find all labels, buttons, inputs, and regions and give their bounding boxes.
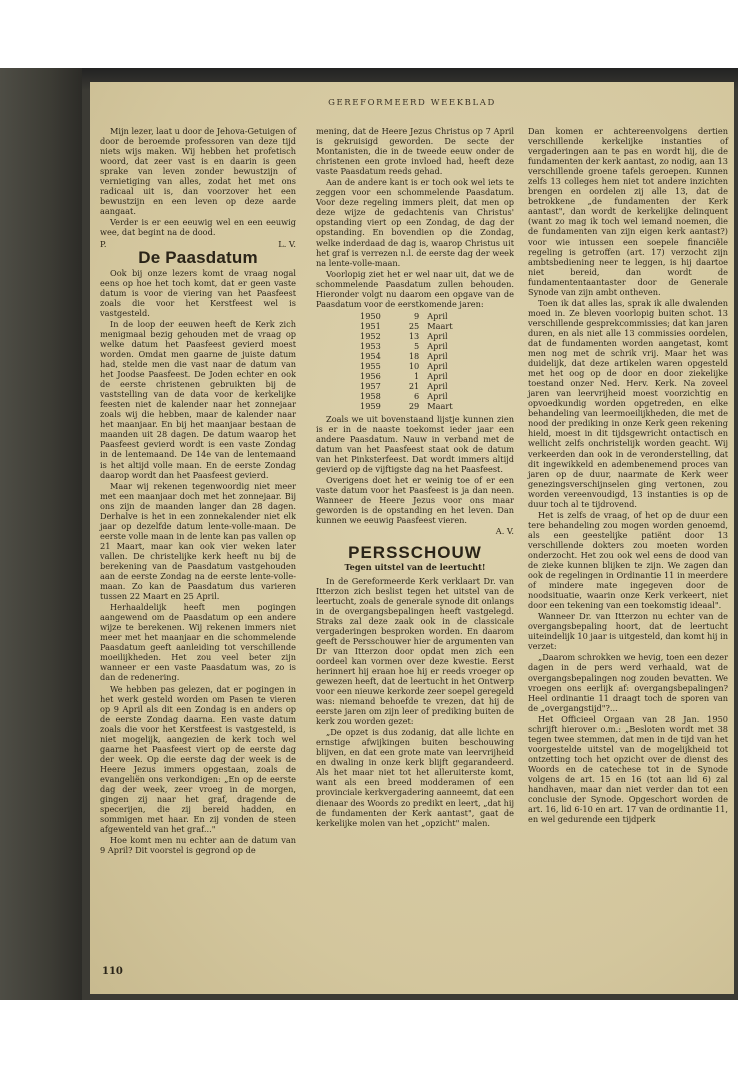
month-cell: April: [427, 390, 448, 401]
column-2: [316, 126, 514, 829]
paragraph: Ook bij onze lezers komt de vraag nogal eens op hoe het toch komt, dat er geen vaste datum is voor de viering van het Paasfeest zoals die voor het Kerstfeest wel is vastgesteld.: [100, 267, 296, 318]
month-cell: April: [427, 340, 448, 351]
paragraph: Wanneer Dr. van Itterzon nu echter van de overgangsbepaling hoort, dat de leertucht uiteindelijk 10 jaar is uitgesteld, dan komt hij in verzet:: [528, 611, 728, 652]
paragraph: Aan de andere kant is er toch ook wel iets te zeggen voor een schommelende Paasdatum. Voor deze regeling immers pleit, dat men op deze wijze de gedachtenis van Christus' opstanding viert op een Zondag, de dag der opstanding. En bovendien op die Zondag, welke inderdaad de dag is, waarop Christus uit het graf is verrezen n.l. de eerste dag der week na lente-volle-maan.: [316, 177, 514, 268]
paragraph: „Daarom schrokken we hevig, toen een dezer dagen in de pers werd verhaald, wat de overgangsbepalingen nog zouden bevatten. We vroegen ons eerlijk af: overgangsbepalingen? Heel ordinantie 11 draagt toch de sporen van de „overgangstijd"?...: [528, 652, 728, 713]
day-cell: 18: [408, 350, 420, 361]
signature-left: P.: [100, 238, 107, 249]
table-row: [360, 341, 461, 351]
day-cell: 10: [408, 360, 420, 371]
paragraph: Hoe komt men nu echter aan de datum van 9 April? Dit voorstel is gegrond op de: [100, 835, 296, 856]
year-cell: 1955: [360, 360, 381, 371]
day-cell: 13: [408, 330, 420, 341]
month-cell: April: [427, 330, 448, 341]
paragraph: mening, dat de Heere Jezus Christus op 7 April is gekruisigd geworden. De secte der Montanisten, die in de tweede eeuw onder de christenen een grote invloed had, heeft deze vaste Paasdatum reeds gehad.: [316, 126, 514, 177]
day-cell: 25: [408, 320, 420, 331]
day-cell: 1: [414, 370, 420, 381]
day-cell: 6: [414, 390, 420, 401]
article-title: De Paasdatum: [138, 247, 258, 267]
table-row: [360, 311, 461, 321]
paragraph: In de loop der eeuwen heeft de Kerk zich menigmaal bezig gehouden met de vraag op welke datum het Paasfeest gevierd moest worden. Omdat men gaarne de juiste datum had, stelde men die vast naar de datum van het Joodse Paasfeest. De Joden echter en ook de eerste christenen gebruikten bij de vaststelling van de data voor de kerkelijke feesten niet de kalender naar het zonnejaar zoals wij die hebben, maar de kalender naar het maanjaar. En bij het maanjaar bestaan de maanden uit 28 dagen. De datum waarop het Paasfeest gevierd wordt is een vaste Zondag in de lentemaand. De 14e van de lentemaand is het altijd volle maan. En de eerste Zondag daarop wordt dan het Paasfeest gevierd.: [100, 318, 296, 480]
month-cell: April: [427, 370, 448, 381]
table-row: [360, 401, 461, 411]
month-cell: April: [427, 350, 448, 361]
month-cell: April: [427, 380, 448, 391]
paragraph: We hebben pas gelezen, dat er pogingen in het werk gesteld worden om Pasen te vieren op 9 April als dit een Zondag is en anders op de eerste Zondag daarna. Een vaste datum zoals die voor het Kerstfeest is vastgesteld, is niet mogelijk, aangezien de kerk toch wel gaarne het Paasfeest viert op de eerste dag der week. Op die eerste dag der week is de Heere Jezus immers opgestaan, zoals de evangeliën ons verkondigen: „En op de eerste dag der week, zeer vroeg in de morgen, gingen zij naar het graf, dragende de specerijen, die zij bereid hadden, en sommigen met haar. En zij vonden de steen afgewenteld van het graf...": [100, 683, 296, 835]
paragraph: Zoals we uit bovenstaand lijstje kunnen zien is er in de naaste toekomst ieder jaar een andere Paasdatum. Nauw in verband met de datum van het Paasfeest staat ook de datum van het Pinksterfeest. Dat wordt immers altijd gevierd op de vijftigste dag na het Paasfeest.: [316, 413, 514, 475]
year-cell: 1957: [360, 380, 381, 391]
year-cell: 1954: [360, 350, 381, 361]
section-subtitle: Tegen uitstel van de leertucht!: [344, 562, 486, 573]
paragraph: Overigens doet het er weinig toe of er een vaste datum voor het Paasfeest is ja dan neen. Wanneer de Heere Jezus voor ons maar geworden is de opstanding en het leven. Dan kunnen we eeuwig Paasfeest vieren.: [316, 475, 514, 526]
year-cell: 1952: [360, 330, 381, 341]
paragraph: Voorlopig ziet het er wel naar uit, dat we de schommelende Paasdatum zullen behouden. Hieronder volgt nu daarom een opgave van de Paasdatum voor de eerstkomende jaren:: [316, 268, 514, 309]
table-row: [360, 361, 461, 371]
column-3: [528, 126, 728, 825]
month-cell: April: [427, 360, 448, 371]
running-head: GEREFORMEERD WEEKBLAD: [328, 98, 496, 108]
paragraph: Maar wij rekenen tegenwoordig niet meer met een maanjaar doch met het zonnejaar. Bij ons zijn de maanden langer dan 28 dagen. Derhalve is het in een zonnekalender niet elk jaar op dezelfde datum lente-volle-maan. De eerste volle maan in de lente kan pas vallen op 21 Maart, maar kan ook vier weken later vallen. De christelijke kerk heeft nu bij de berekening van de Paasdatum vastgehouden aan de eerste Zondag na de eerste lente-volle-maan. Zo kan de Paasdatum dus varieren tussen 22 Maart en 25 April.: [100, 480, 296, 602]
month-cell: April: [427, 310, 448, 321]
table-row: [360, 381, 461, 391]
paragraph: Toen ik dat alles las, sprak ik alle dwalenden moed in. Ze bleven voorlopig buiten schot. 13 verschillende gesprekcommissies; dat kan jaren duren, en als niet alle 13 commissies oordelen, dat de fundamenten worden aangetast, komt men nog met de schrik vrij. Maar het was duidelijk, dat deze artikelen waren opgesteld met het oog op de door en door ziekelijke toestand onzer Ned. Herv. Kerk. Na zoveel jaren van leervrijheid moest voorzichtig en opvoedkundig worden opgetreden, en elke behandeling van leermoeilijkheden, die met de nood der prediking in onze Kerk geen rekening hield, moest in dit tijdsgewricht ontactisch en wellicht zelfs onchristelijk worden geacht. Wij verkeerden dan ook in de veronderstelling, dat dit ingewikkeld en adembenemend proces van jaren op de duur, naarmate de Kerk weer genezingsverschijnselen ging vertonen, zou worden vereenvoudigd, 13 instanties is op de duur toch al te tijdrovend.: [528, 297, 728, 509]
paragraph: Het Officieel Orgaan van 28 Jan. 1950 schrijft hierover o.m.: „Besloten wordt met 38 tegen twee stemmen, dat men in de tijd van het voorgestelde uitstel van de mogelijkheid tot ontzetting toch het opzicht over de dienst des Woords en de catechese tot in de Synode volgens de art. 15 en 16 (tot aan lid 6) zal handhaven, maar dan niet verder dan tot een conclusie der Synode. Opgeschort worden de art. 16, lid 6-10 en art. 17 van de ordinantie 11, en wel gedurende een tijdperk: [528, 713, 728, 825]
table-row: [360, 371, 461, 381]
month-cell: Maart: [427, 400, 453, 411]
section-title: PERSSCHOUW: [348, 543, 482, 563]
day-cell: 5: [414, 340, 420, 351]
table-row: [360, 391, 461, 401]
paragraph: Mijn lezer, laat u door de Jehova-Getuigen of door de beroemde professoren van deze tijd niets wijs maken. Wij hebben het profetisch woord, dat zeer vast is en daarin is geen sprake van leven zonder bewustzijn of vernietiging van alles, zodat het met ons radicaal uit is, dan voorzover het een bewustzijn en een leven op deze aarde aangaat.: [100, 126, 296, 217]
signature-right: A. V.: [495, 526, 514, 537]
scan-background: [0, 68, 738, 1000]
table-row: [360, 321, 461, 331]
column-1: [100, 126, 296, 856]
year-cell: 1959: [360, 400, 381, 411]
day-cell: 29: [408, 400, 420, 411]
newspaper-page: [90, 82, 734, 994]
year-cell: 1953: [360, 340, 381, 351]
page-number: 110: [102, 966, 123, 977]
year-cell: 1951: [360, 320, 381, 331]
paragraph: „De opzet is dus zodanig, dat alle lichte en ernstige afwijkingen buiten beschouwing blijven, en dat een grote mate van leervrijheid en dwaling in onze kerk blijft gegarandeerd. Als het maar niet tot het alleruiterste komt, want als een breed modderamen of een provinciale kerkvergadering aanneemt, dat een dienaar des Woords zo predikt en leert, „dat hij de fundamenten der Kerk aantast", gaat de kerkelijke molen van het „opzicht" malen.: [316, 727, 514, 828]
paragraph: Verder is er een eeuwig wel en een eeuwig wee, dat begint na de dood.: [100, 217, 296, 238]
month-cell: Maart: [427, 320, 453, 331]
day-cell: 21: [408, 380, 420, 391]
day-cell: 9: [414, 310, 420, 321]
signature-right: L. V.: [278, 238, 296, 249]
paragraph: In de Gereformeerde Kerk verklaart Dr. van Itterzon zich beslist tegen het uitstel van de leertucht, zoals de generale synode dit onlangs in de overgangsbepalingen heeft vastgelegd. Straks zal deze zaak ook in de classicale vergaderingen besproken worden. En daarom geeft de Persschouwer hier de argumenten van Dr van Itterzon door opdat men zich een oordeel kan vormen over deze kwestie. Eerst herinnert hij eraan hoe hij er reeds vroeger op gewezen heeft, dat de leertucht in het Ontwerp voor een nieuwe kerkorde zeer soepel geregeld was: niemand behoefde te vrezen, dat hij de eerste jaren om zijn leer of prediking buiten de kerk zou worden gezet:: [316, 575, 514, 727]
paragraph: Het is zelfs de vraag, of het op de duur een tere behandeling zou mogen worden genoemd, als een geestelijke patiënt door 13 verschillende dokters zou moeten worden onderzocht. Het zou ook wel eens de dood van de zieke kunnen blijken te zijn. We zagen dan ook de regelingen in Ordinantie 11 in meerdere of mindere mate ingegeven door de noodsituatie, waarin onze Kerk verkeert, niet door een tekening van een toekomstig ideaal".: [528, 509, 728, 611]
year-cell: 1950: [360, 310, 381, 321]
table-row: [360, 331, 461, 341]
paragraph: Herhaaldelijk heeft men pogingen aangewend om de Paasdatum op een andere wijze te berekenen. Wij rekenen immers niet meer met het maanjaar en die schommelende Paasdatum geeft aanleiding tot verschillende moeilijkheden. Het zou veel beter zijn wanneer er een vaste Paasdatum was, zo is dan de redenering.: [100, 602, 296, 683]
year-cell: 1956: [360, 370, 381, 381]
book-spine: [0, 68, 82, 1000]
table-row: [360, 351, 461, 361]
easter-dates-table: [360, 311, 461, 411]
signature-line: [316, 526, 514, 536]
year-cell: 1958: [360, 390, 381, 401]
paragraph: Dan komen er achtereenvolgens dertien verschillende kerkelijke instanties of vergaderingen aan te pas en wordt hij, die de fundamenten der kerk aantast, zo nodig, aan 13 verschillende groene tafels geroepen. Kunnen zelfs 13 colleges hem niet tot andere inzichten brengen en oordelen zij alle 13, dat de betrokkene „de fundamenten der Kerk aantast", dan wordt de kerkelijke delinquent (want zo mag ik toch wel iemand noemen, die de fundamenten van zijn eigen kerk aantast?) voor wie intussen een soepele financiële regeling is getroffen (art. 17) verzocht zijn ambtsbediening neer te leggen, is hij daartoe niet bereid, dan wordt de fundamententaantaster door de Generale Synode van zijn ambt ontheven.: [528, 126, 728, 297]
